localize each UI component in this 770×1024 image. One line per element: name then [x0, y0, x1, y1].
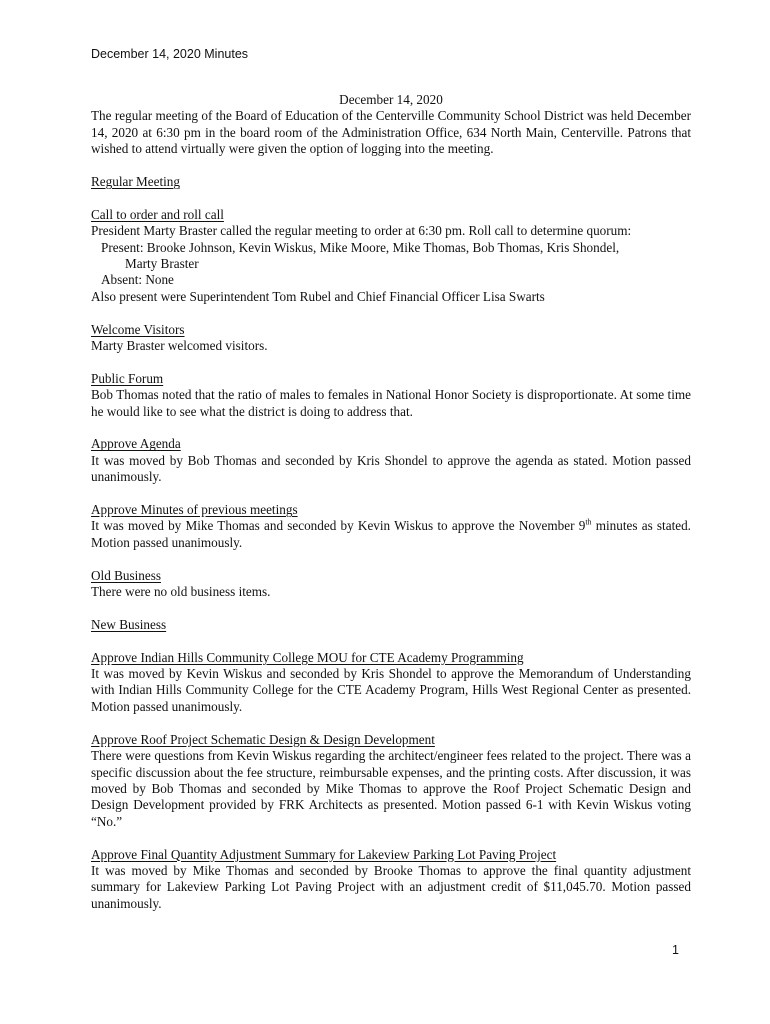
indian-hills-text: It was moved by Kevin Wiskus and seconded by Kris Shondel to approve the Memorandum of Understanding with Indian Hills Community College for the CTE Academy Program, Hills West Regional Center as presented. Motion passed unanimously. — [91, 666, 691, 714]
approve-minutes-text-a: It was moved by Mike Thomas and seconded by Kevin Wiskus to approve the November 9 — [91, 518, 586, 534]
welcome-heading: Welcome Visitors — [91, 321, 185, 337]
old-business-heading: Old Business — [91, 567, 161, 583]
approve-agenda-text: It was moved by Bob Thomas and seconded by Kris Shondel to approve the agenda as stated. Motion passed unanimously. — [91, 452, 691, 485]
roof-project-text: There were questions from Kevin Wiskus regarding the architect/engineer fees related to the project. There was a specific discussion about the fee structure, reimbursable expenses, and the printing costs. After discussion, it was moved by Bob Thomas and seconded by Mike Thomas to approve the Roof Project Schematic Design and Design Development provided by FRK Architects as presented. Motion passed 6-1 with Kevin Wiskus voting “No.” — [91, 748, 691, 829]
approve-agenda-heading: Approve Agenda — [91, 436, 181, 452]
public-forum-heading: Public Forum — [91, 370, 164, 386]
public-forum-text: Bob Thomas noted that the ratio of males to females in National Honor Society is disproportionate. At some time he would like to see what the district is doing to address that. — [91, 387, 691, 419]
roof-project-heading: Approve Roof Project Schematic Design & Design Development — [91, 731, 435, 747]
also-present: Also present were Superintendent Tom Rubel and Chief Financial Officer Lisa Swarts — [91, 288, 545, 304]
meeting-date: December 14, 2020 — [339, 92, 443, 107]
call-to-order-text: President Marty Braster called the regular meeting to order at 6:30 pm. Roll call to determine quorum: — [91, 223, 632, 239]
indian-hills-heading: Approve Indian Hills Community College MOU for CTE Academy Programming — [91, 649, 524, 665]
present-list-cont: Marty Braster — [125, 256, 199, 272]
new-business-heading: New Business — [91, 616, 167, 632]
regular-meeting-heading: Regular Meeting — [91, 174, 180, 190]
approve-minutes-text — [91, 518, 691, 551]
minutes-body — [91, 92, 691, 912]
absent-list: Absent: None — [101, 272, 174, 288]
welcome-text: Marty Braster welcomed visitors. — [91, 338, 268, 354]
approve-minutes-text-b: minutes as stated. Motion passed unanimously. — [91, 518, 691, 550]
intro-paragraph: The regular meeting of the Board of Education of the Centerville Community School District was held December 14, 2020 at 6:30 pm in the board room of the Administration Office, 634 North Main, Centerville. Patrons that wished to attend virtually were given the option of logging into the meeting. — [91, 108, 691, 157]
running-header: December 14, 2020 Minutes — [91, 47, 249, 61]
approve-minutes-heading: Approve Minutes of previous meetings — [91, 502, 298, 518]
present-list: Present: Brooke Johnson, Kevin Wiskus, Mike Moore, Mike Thomas, Bob Thomas, Kris Shondel, — [101, 239, 620, 255]
lakeview-heading: Approve Final Quantity Adjustment Summary for Lakeview Parking Lot Paving Project — [91, 846, 557, 862]
lakeview-text: It was moved by Mike Thomas and seconded by Brooke Thomas to approve the final quantity adjustment summary for Lakeview Parking Lot Paving Project with an adjustment credit of $11,045.70. Motion passed unanimously. — [91, 862, 691, 911]
old-business-text: There were no old business items. — [91, 584, 271, 600]
page-number: 1 — [672, 943, 679, 957]
ordinal-suffix: th — [585, 518, 592, 528]
call-to-order-heading: Call to order and roll call — [91, 206, 224, 222]
